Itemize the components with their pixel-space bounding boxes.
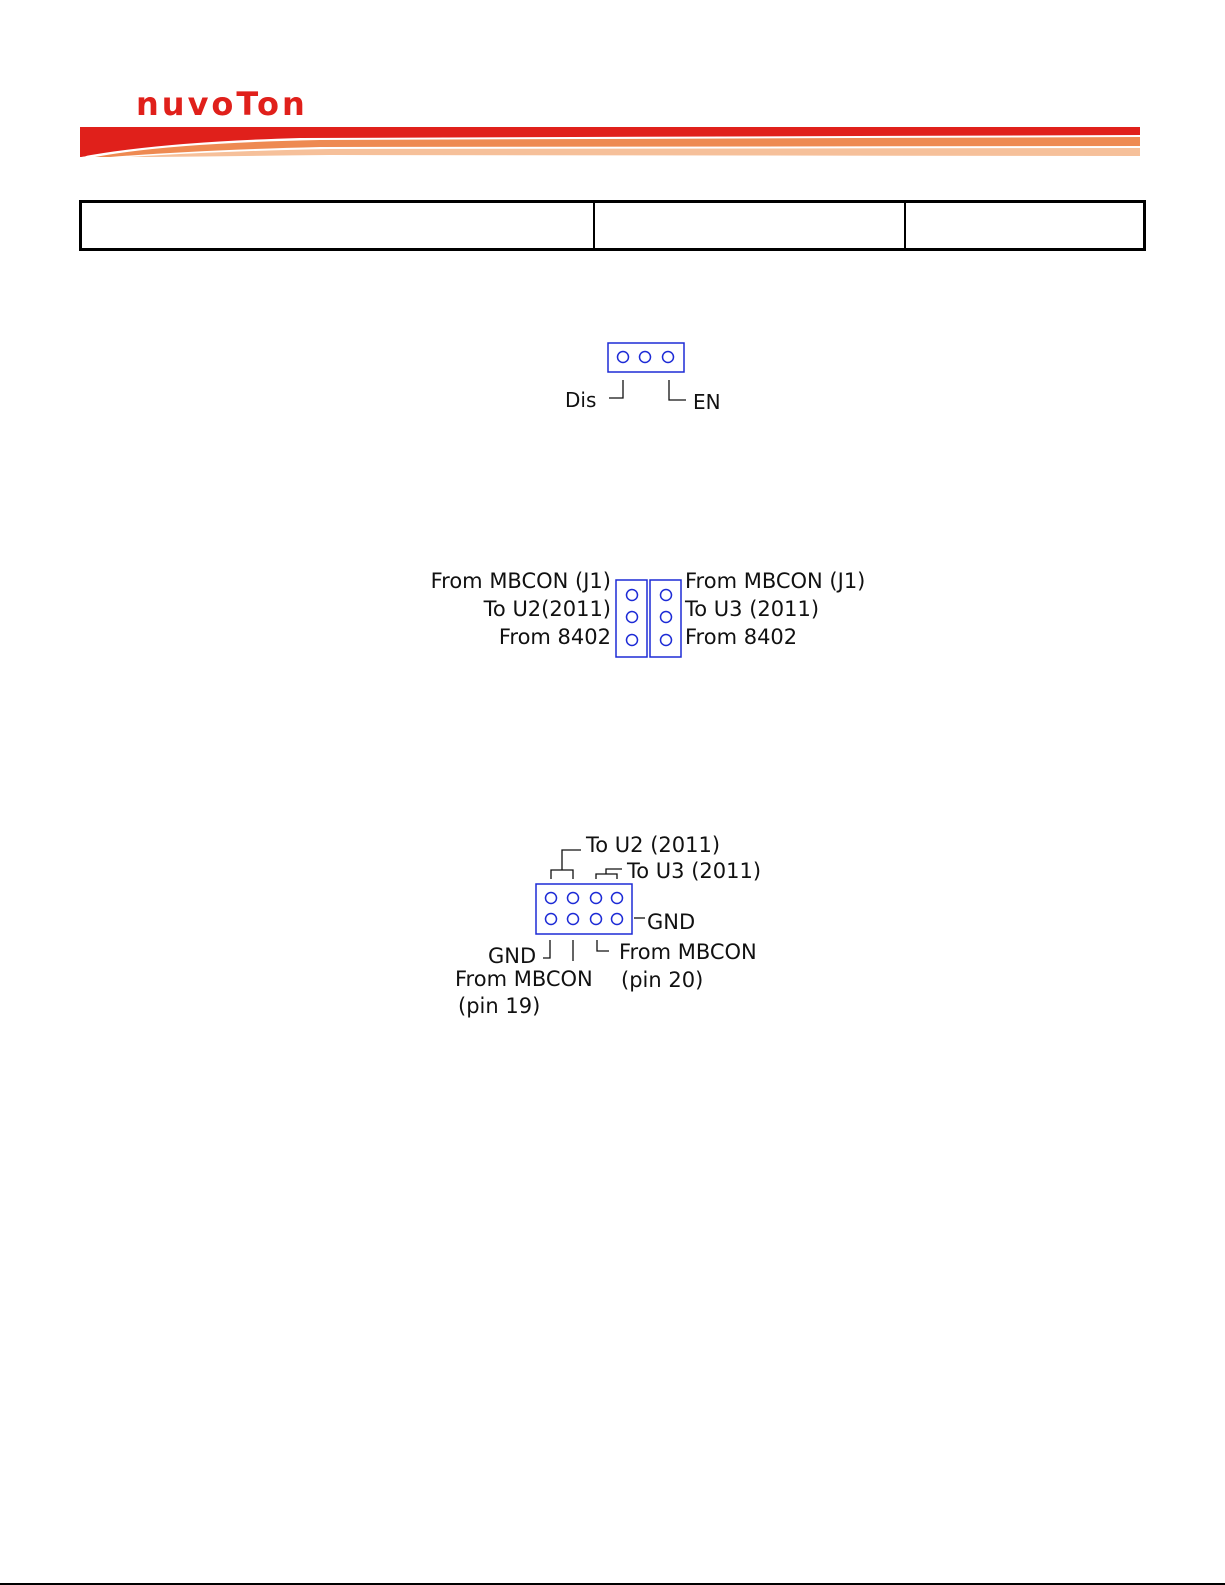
header-cell-2 — [595, 203, 906, 248]
header8-pin-4 — [612, 893, 623, 904]
left-label-3: From 8402 — [498, 625, 611, 649]
brand-logo-text: nuvoTon — [136, 85, 308, 123]
header8-pin-3 — [591, 893, 602, 904]
left-label-2: To U2(2011) — [483, 597, 611, 621]
left-jumper-pin-2 — [627, 612, 638, 623]
header8-pin-5 — [546, 914, 557, 925]
label-en: EN — [693, 390, 721, 414]
label-gnd-right: GND — [647, 910, 696, 934]
label-to-u3: To U3 (2011) — [627, 859, 762, 883]
u3-bracket — [596, 874, 617, 879]
brand-header — [0, 0, 1225, 170]
header-table — [79, 200, 1146, 251]
left-jumper-pin-3 — [627, 635, 638, 646]
enable-jumper-diagram — [0, 330, 1225, 430]
left-label-1: From MBCON (J1) — [430, 569, 611, 593]
label-pin20: (pin 20) — [621, 968, 704, 992]
u2-leader-line — [562, 850, 581, 870]
header8-diagram — [0, 830, 1225, 1030]
header-cell-1 — [82, 203, 595, 248]
header8-pin-1 — [546, 893, 557, 904]
enable-jumper-svg — [0, 330, 1225, 430]
header8-pin-7 — [591, 914, 602, 925]
header8-svg — [0, 830, 1225, 1030]
right-jumper-pin-1 — [661, 590, 672, 601]
nuvoton-logo-banner — [0, 0, 1225, 170]
label-to-u2: To U2 (2011) — [586, 833, 721, 857]
header8-pin-6 — [568, 914, 579, 925]
en-leader-line — [669, 380, 686, 400]
right-label-2: To U3 (2011) — [685, 597, 820, 621]
left-jumper-pin-1 — [627, 590, 638, 601]
dis-leader-line — [609, 380, 623, 398]
label-gnd-left: GND — [488, 944, 537, 968]
right-label-3: From 8402 — [685, 625, 798, 649]
gnd-left-leader — [543, 940, 550, 958]
jumper-housing — [608, 343, 684, 372]
jumper-pin-3 — [663, 352, 674, 363]
label-from-mbcon-left: From MBCON — [455, 967, 593, 991]
banner-band-light — [130, 148, 1140, 157]
jumper-pin-1 — [618, 352, 629, 363]
label-from-mbcon-right: From MBCON — [619, 940, 757, 964]
right-label-1: From MBCON (J1) — [685, 569, 866, 593]
u2-bracket — [551, 870, 573, 879]
label-pin19: (pin 19) — [458, 994, 541, 1018]
label-dis: Dis — [565, 388, 597, 412]
header8-pin-8 — [612, 914, 623, 925]
header8-pin-2 — [568, 893, 579, 904]
u3-leader-line — [606, 869, 622, 874]
right-jumper-pin-2 — [661, 612, 672, 623]
header8-housing — [536, 884, 632, 934]
pin20-leader — [597, 940, 609, 951]
dual-jumper-svg — [0, 560, 1225, 670]
right-jumper-pin-3 — [661, 635, 672, 646]
jumper-pin-2 — [640, 352, 651, 363]
header-cell-3 — [906, 203, 1143, 248]
dual-jumper-diagram — [0, 560, 1225, 670]
